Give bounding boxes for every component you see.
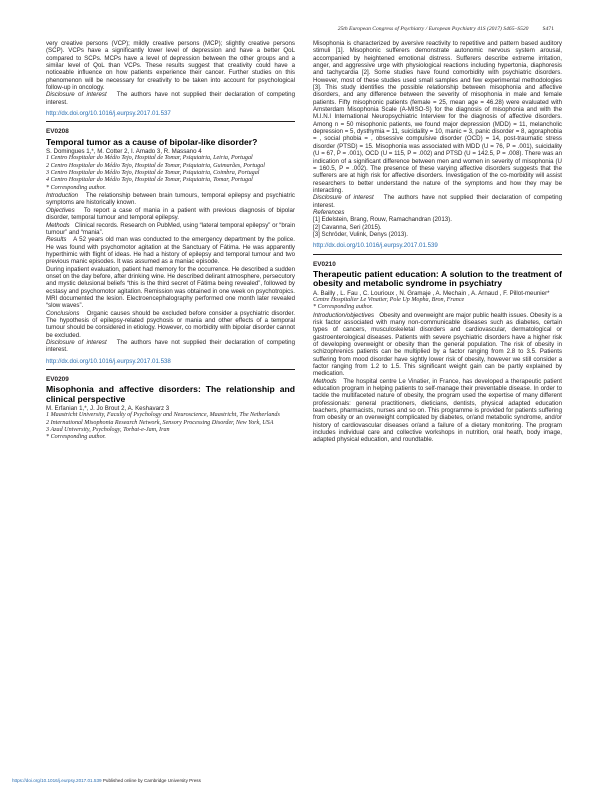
methods-paragraph <box>313 378 562 444</box>
disclosure-label: Disclosure of interest <box>313 194 374 202</box>
disclosure-paragraph <box>313 194 562 209</box>
reference-item: [3] Schröder, Vulink, Denys (2013). <box>313 230 408 238</box>
introduction-paragraph <box>46 192 295 207</box>
conclusions-paragraph <box>46 310 295 339</box>
abstract-code: EV0208 <box>46 128 69 136</box>
divider <box>313 254 562 255</box>
section-body: Clinical records. Research on PubMed, using “lateral temporal epilepsy” or “brain tumour” and “mania”. <box>46 221 295 236</box>
section-label: Objectives <box>46 206 75 214</box>
disclosure-label: Disclosure of interest <box>46 91 107 99</box>
section-body: The hospital centre Le Vinatier, in France, has developed a therapeutic patient education program in helping patients to self-manage their preventable disease. In order to tackle the multifaceted nature of obesity, the program used the expertise of many different professionals: general practitioners, dieticians, dentists, physical adapted education teachers, pharmacists, nurses and so on. This programme is provided for patients suffering from obesity or an overweight complicated by diabetes, or/and metabolic syndrome, and/or history of cardiovascular diseases or/and a failure of a dietary monitoring. The program includes individual care and collective workshops in nutrition, oral heath, body image, adapted physical education, and roundtable. <box>313 377 562 444</box>
disclosure-paragraph <box>46 91 295 106</box>
section-body: To report a case of mania in a patient with previous diagnosis of bipolar disorder, temporal tumour and temporal epilepsy. <box>46 206 295 222</box>
section-label: Introduction <box>46 192 79 200</box>
authors: A. Bailly , L. Fau , C. Lourioux , N. Gramaje , A. Mechain , A. Arnaud , F. Pillot-meunier* <box>313 289 550 297</box>
affiliation: 1 Maastricht University, Faculty of Psychology and Neuroscience, Maastricht, The Netherlands <box>46 412 280 419</box>
disclosure-text: The authors have not supplied their declaration of competing interest. <box>313 194 562 209</box>
section-body: A 52 years old man was conducted to the emergency department by the police. He was found with psychomotor agitation at the Sanctuary of Fátima. He was apparently hyperthimic with flight of ideas. He had a history of epilepsy and temporal tumour and two previous manic episodes. It was assumed as a maniac episode. <box>46 236 295 266</box>
divider <box>46 121 295 122</box>
disclosure-text: The authors have not supplied their declaration of competing interest. <box>46 91 295 106</box>
right-column <box>313 40 562 444</box>
objectives-paragraph <box>46 207 295 222</box>
section-label: Conclusions <box>46 309 80 317</box>
disclosure-text: The authors have not supplied their declaration of competing interest. <box>46 339 295 354</box>
intro-objectives-paragraph <box>313 312 562 378</box>
corresponding-author: * Corresponding author. <box>46 184 106 191</box>
section-body: The relationship between brain tumours, temporal epilepsy and psychiatric symptoms are historically known. <box>46 192 295 207</box>
journal-citation: 25th European Congress of Psychiatry / European Psychiatry 41S (2017) S465–S520 <box>337 26 529 32</box>
affiliation: Centre Hospitalier Le Vinatier, Pole Up Mopha, Bron, France <box>313 296 465 303</box>
affiliation: 2 International Misophonia Research Network, Sensory Processing Disorder, New York, USA <box>46 419 274 426</box>
affiliation: 3 Azad University, Psychology, Torbat-e-Jam, Iran <box>46 427 170 434</box>
abstract-code: EV0209 <box>46 376 69 384</box>
divider <box>46 369 295 370</box>
authors: M. Erfanian 1,*, J. Jo Brout 2, A. Keshavarz 3 <box>46 404 170 412</box>
section-label: Methods <box>313 377 337 385</box>
left-column <box>46 40 295 442</box>
reference-item: [1] Edelstein, Brang, Rouw, Ramachandran (2013). <box>313 216 452 224</box>
corresponding-author: * Corresponding author. <box>46 434 106 441</box>
page-footer <box>12 778 201 783</box>
section-body: Organic causes should be excluded before consider a psychiatric disorder. The hypothesis of epilepsy-related psychosis or mania and other effects of a temporal tumour should be considered in etiology. However, co morbidity with bipolar disorder cannot be excluded. <box>46 309 295 339</box>
corresponding-author: * Corresponding author. <box>313 304 373 311</box>
reference-item: [2] Cavanna, Seri (2015). <box>313 223 382 231</box>
section-label: Methods <box>46 221 70 229</box>
prev-abstract-text: very creative persons (VCP); mildly creative persons (MCP); slightly creative persons (SCP). VCPs have a significantly lower level of depression and have a better QoL compared to SCPs. MCPs have a level of depression between the other groups and a similar level of QoL than VCPs. These results suggest that creativity could have a noticeable influence on how patients experience their cancer. Further studies on this phenomenon will be necessary for creativity to be taken into account for psychological follow-up in oncology. <box>46 40 295 92</box>
section-body: Obesity and overweight are major public health issues. Obesity is a risk factor associated with many non-communicable diseases such as diabetes, certain types of cancers, musculoskeletal disorders and cardiovascular, dermatological or gastroenterological diseases. Patients with severe psychiatric disorders have a higher risk of developing overweight or obesity than the general population. The risk of obesity in schizophrenics patients can be multiplied by a factor ranging from 2.8 to 3.5. Patients suffering from mood disorder have sightly lower risk of obesity, however we still consider a factor ranging from 1.2 to 1.5. This significant weight gain can be partly explained by medication. <box>313 311 562 378</box>
methods-paragraph <box>46 222 295 237</box>
abstract-title: Therapeutic patient education: A solution to the treatment of obesity and metabolic syndrome in psychiatry <box>313 268 562 289</box>
affiliation: 4 Centro Hospitalar do Médio Tejo, Hospital de Tomar, Psiquiatria, Tomar, Portugal <box>46 177 253 184</box>
results-paragraph <box>46 236 295 265</box>
footer-publisher-text: Published online by Cambridge University Press <box>102 778 201 783</box>
section-label: Results <box>46 236 67 244</box>
authors: S. Domingues 1,*, M. Cotter 2, I. Amado 3, R. Massano 4 <box>46 148 202 156</box>
abstract-title: Temporal tumor as a cause of bipolar-like disorder? <box>46 136 258 147</box>
affiliation: 3 Centro Hospitalar do Médio Tejo, Hospital de Tomar, Psiquiatria, Coimbra, Portugal <box>46 170 260 177</box>
misophonia-body: Misophonia is characterized by aversive reactivity to repetitive and pattern based auditory stimuli [1]. Misophonic sufferers demonstrate autonomic nervous system arousal, accompanied by heightened emotional distress. Sufferers describe extreme irritation, anger, and aggressive urge with physiological reactions including hypertonia, diaphoresis and tachycardia [2]. Some studies have found comorbidity with psychiatric disorders. However, most of these studies used small samples and few experimental methodologies [3]. This study identifies the possible relationship between misophonia and affective disorders, and any difference between the severity of misophonia in male and female patients. Fifty misophonic patients (female = 25, mean age = 46.28) were evaluated with Amsterdam Misophonia Scale (A-MISO-S) for the diagnosis of misophonia and with the M.I.N.I International Neuropsychiatric Interview for the diagnosis of affective disorders. Among n = 50 misophonic patients, we found major depression (MDD) = 11, melancholic depression = 5, dysthymia = 11, suicidality = 10, manic = 3, panic disorder = 8, agoraphobia = , social phobia = , obsessive compulsive disorder (OCD) = 14, post-traumatic stress disorder (PTSD) = 15. Misophonia was associated with MDD (U = 76, P = .001), suicidality (U = 67, P = .001), OCD (U = 115, P = .002) and PTSD (U = 142.5, P = .008). There was an indication of a significant difference between men and women in severity of misophonia (U = 160.5, P = .002). The presence of these varying affective disorders suggests that the sufferers are at high risk for affective disorders. Investigation of the co-morbidity will assist researchers to better understand the nature of the symptoms and how they may be interacting. <box>313 40 562 194</box>
references-label: References <box>313 208 345 216</box>
abstract-code: EV0210 <box>313 260 336 268</box>
doi-link[interactable]: http://dx.doi.org/10.1016/j.eurpsy.2017.01.537 <box>46 110 171 118</box>
affiliation: 1 Centro Hospitalar do Médio Tejo, Hospital de Tomar, Psiquiatria, Leiria, Portugal <box>46 155 253 162</box>
disclosure-paragraph <box>46 339 295 354</box>
section-label: Introduction/objectives <box>313 311 375 319</box>
footer-doi-link[interactable]: https://doi.org/10.1016/j.eurpsy.2017.01.539 <box>12 778 102 783</box>
page-number: S471 <box>542 26 554 32</box>
doi-link[interactable]: http://dx.doi.org/10.1016/j.eurpsy.2017.01.538 <box>46 357 171 365</box>
running-header <box>46 26 554 32</box>
affiliation: 2 Centro Hospitalar do Médio Tejo, Hospital de Tomar, Psiquiatria, Guimarães, Portugal <box>46 162 265 169</box>
abstract-title: Misophonia and affective disorders: The relationship and clinical perspective <box>46 384 295 404</box>
disclosure-label: Disclosure of interest <box>46 339 107 347</box>
results-paragraph-2: During inpatient evaluation, patient had memory for the occurrence. He described a sudden onset on the day before, after drinking wine. He described delirant atmosphere, persecutory and mystic delusional beliefs “this is the third secret of Fátima being revealed”, followed by ecstasy and psychomotor agitation. Remission was obtained in one week on psychotropics. MRI documented the lesion. Electroencephalography performed one month later revealed “slow waves”. <box>46 265 295 310</box>
doi-link[interactable]: http://dx.doi.org/10.1016/j.eurpsy.2017.01.539 <box>313 242 438 250</box>
